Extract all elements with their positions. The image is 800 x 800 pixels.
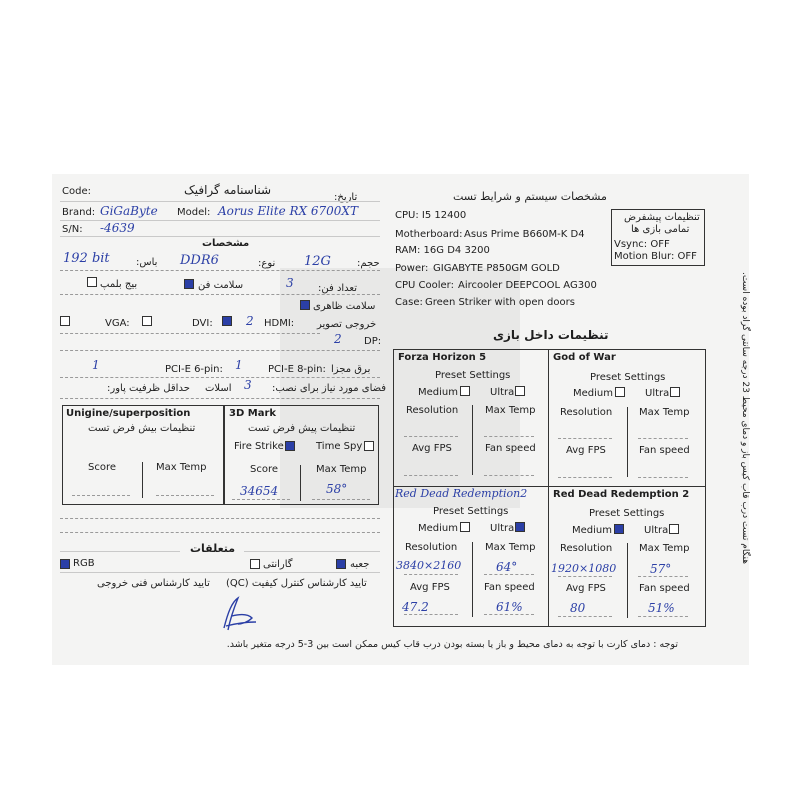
resolution-label: Resolution — [560, 543, 613, 554]
power-label: برق مجزا — [331, 364, 371, 375]
medium-checkbox[interactable] — [460, 386, 470, 396]
ultra-label: Ultra — [644, 525, 669, 536]
temp-value: 64° — [496, 560, 518, 574]
fan-count-label: تعداد فن: — [318, 283, 358, 294]
appearance-checkbox[interactable] — [300, 300, 310, 310]
qc-approval-label: تایید کارشناس کنترل کیفیت (QC) — [226, 578, 367, 589]
warranty-checkbox[interactable] — [250, 559, 260, 569]
motion-blur-text: Motion Blur: OFF — [614, 251, 697, 262]
preset-label: Preset Settings — [433, 506, 509, 517]
ultra-checkbox[interactable] — [515, 522, 525, 532]
fan-label: Fan speed — [639, 445, 690, 456]
ultra-checkbox[interactable] — [669, 524, 679, 534]
motherboard-label: Motherboard: — [395, 229, 463, 240]
fan-label: Fan speed — [485, 443, 536, 454]
model-label: Model: — [177, 207, 211, 218]
model-value: Aorus Elite RX 6700XT — [218, 204, 358, 218]
temp-value: 57° — [650, 562, 672, 576]
brand-value: GiGaByte — [100, 204, 158, 218]
bus-label: باس: — [136, 257, 158, 268]
box-label: جعبه — [350, 559, 370, 570]
3dmark-score-value: 34654 — [240, 484, 279, 498]
driver-line1: تنظیمات پیشفرض — [624, 212, 700, 223]
fan-value: 61% — [496, 600, 523, 614]
pcie8-label: PCI-E 8-pin: — [268, 364, 326, 375]
game-name: God of War — [553, 352, 616, 363]
temp-label: Max Temp — [639, 543, 690, 554]
pcie6-value: 1 — [92, 358, 100, 372]
driver-line2: تمامی بازی ها — [631, 224, 690, 235]
qc-signature — [218, 592, 262, 634]
ultra-label: Ultra — [490, 387, 515, 398]
bus-value: 192 bit — [63, 251, 110, 266]
tech-approval-label: تایید کارشناس فنی خروجی — [97, 578, 210, 589]
resolution-label: Resolution — [560, 407, 613, 418]
medium-label: Medium — [418, 387, 458, 398]
time-spy-checkbox[interactable] — [364, 441, 374, 451]
fps-label: Avg FPS — [410, 582, 450, 593]
motherboard-value: Asus Prime B660M-K D4 — [464, 229, 585, 240]
fan-count-value: 3 — [286, 276, 294, 290]
date-label: تاریخ: — [334, 192, 358, 203]
game-name: Forza Horizon 5 — [398, 352, 487, 363]
form-title: شناسنامه گرافیک — [184, 183, 272, 197]
dvi-label: DVI: — [192, 318, 213, 329]
ingame-heading: تنظیمات داخل بازی — [493, 328, 609, 342]
3dmark-title: 3D Mark — [229, 408, 277, 419]
specs-heading: مشخصات — [202, 238, 250, 249]
fan-value: 51% — [648, 601, 675, 615]
preset-label: Preset Settings — [589, 508, 665, 519]
hdmi-checkbox[interactable] — [222, 316, 232, 326]
unigine-temp-label: Max Temp — [156, 462, 207, 473]
temp-label: Max Temp — [485, 405, 536, 416]
vga-checkbox[interactable] — [60, 316, 70, 326]
pcie6-label: PCI-E 6-pin: — [165, 364, 223, 375]
sn-value: -4639 — [100, 221, 135, 235]
rgb-checkbox[interactable] — [60, 559, 70, 569]
box-checkbox[interactable] — [336, 559, 346, 569]
game-name: Red Dead Redemption 2 — [553, 489, 690, 500]
vga-label: VGA: — [105, 318, 130, 329]
medium-checkbox[interactable] — [460, 522, 470, 532]
hdmi-label: HDMI: — [264, 318, 295, 329]
medium-checkbox[interactable] — [614, 524, 624, 534]
ultra-label: Ultra — [645, 388, 670, 399]
fan-health-checkbox[interactable] — [184, 279, 194, 289]
3dmark-temp-label: Max Temp — [316, 464, 367, 475]
dvi-checkbox[interactable] — [142, 316, 152, 326]
ultra-checkbox[interactable] — [670, 387, 680, 397]
type-value: DDR6 — [180, 253, 219, 268]
sn-label: S/N: — [62, 224, 83, 235]
psu-label: حداقل ظرفیت پاور: — [107, 383, 190, 394]
system-heading: مشخصات سیستم و شرایط تست — [453, 190, 607, 203]
medium-label: Medium — [572, 525, 612, 536]
rgb-label: RGB — [73, 558, 95, 569]
medium-label: Medium — [418, 523, 458, 534]
appearance-label: سلامت ظاهری — [313, 301, 376, 312]
outputs-label: خروجی تصویر — [317, 319, 377, 330]
temp-label: Max Temp — [639, 407, 690, 418]
hdmi-value: 2 — [246, 314, 254, 328]
cooler-label: CPU Cooler: — [395, 280, 454, 291]
ultra-checkbox[interactable] — [515, 386, 525, 396]
resolution-label: Resolution — [405, 542, 458, 553]
code-label: Code: — [62, 186, 91, 197]
case-label: Case: — [395, 297, 423, 308]
power-supply-value: GIGABYTE P850GM GOLD — [433, 263, 560, 274]
slots-value: 3 — [244, 378, 252, 392]
unigine-subtitle: تنظیمات بیش فرض تست — [88, 423, 196, 434]
resolution-label: Resolution — [406, 405, 459, 416]
cooler-value: Aircooler DEEPCOOL AG300 — [458, 280, 597, 291]
power-supply-label: Power: — [395, 263, 429, 274]
preset-label: Preset Settings — [590, 372, 666, 383]
pcie8-value: 1 — [235, 358, 243, 372]
fps-value: 47.2 — [402, 600, 429, 614]
type-label: نوع: — [258, 258, 276, 269]
game-name: Red Dead Redemption2 — [395, 487, 528, 500]
accessories-heading: متعلقات — [190, 542, 236, 555]
time-spy-label: Time Spy — [316, 441, 363, 452]
fan-label: Fan speed — [484, 582, 535, 593]
resolution-value: 1920×1080 — [551, 562, 617, 575]
fire-strike-label: Fire Strike — [234, 441, 284, 452]
preset-label: Preset Settings — [435, 370, 511, 381]
slots-unit: اسلات — [205, 383, 232, 394]
unigine-score-label: Score — [88, 462, 117, 473]
dp-value: 2 — [334, 332, 342, 346]
case-value: Green Striker with open doors — [425, 297, 575, 308]
ultra-label: Ultra — [490, 523, 515, 534]
fps-label: Avg FPS — [412, 443, 452, 454]
medium-label: Medium — [573, 388, 613, 399]
fan-noise-label: بیج بلمپ — [100, 279, 138, 290]
temp-label: Max Temp — [485, 542, 536, 553]
3dmark-temp-value: 58° — [326, 482, 348, 496]
side-note: هنگام تست درب قاب کیس باز و دمای محیط 23 درجه سانتی گراد بوده است. — [740, 271, 750, 565]
warranty-label: گارانتی — [263, 559, 293, 570]
size-value: 12G — [304, 254, 331, 269]
medium-checkbox[interactable] — [615, 387, 625, 397]
brand-label: Brand: — [62, 207, 96, 218]
fan-label: Fan speed — [639, 583, 690, 594]
fan-noise-checkbox[interactable] — [87, 277, 97, 287]
fps-value: 80 — [570, 601, 586, 615]
bottom-note: توجه : دمای کارت با توجه به دمای محیط و باز یا بسته بودن درب قاب کیس ممکن است بین 3-5 درجه متغیر باشد. — [226, 639, 678, 650]
fps-label: Avg FPS — [566, 583, 606, 594]
resolution-value: 3840×2160 — [396, 559, 462, 572]
3dmark-score-label: Score — [250, 464, 279, 475]
unigine-box — [62, 405, 224, 505]
slots-label: فضای مورد نیاز برای نصب: — [272, 383, 387, 394]
ram-text: RAM: 16G D4 3200 — [395, 245, 490, 256]
dp-label: DP: — [364, 336, 382, 347]
fps-label: Avg FPS — [566, 445, 606, 456]
size-label: حجم: — [357, 258, 380, 269]
vsync-text: Vsync: OFF — [614, 239, 670, 250]
3dmark-subtitle: تنظیمات پیش فرض تست — [248, 423, 356, 434]
cpu-text: CPU: I5 12400 — [395, 210, 467, 221]
unigine-title: Unigine/superposition — [66, 408, 191, 419]
fan-health-label: سلامت فن — [198, 280, 244, 291]
fire-strike-checkbox[interactable] — [285, 441, 295, 451]
